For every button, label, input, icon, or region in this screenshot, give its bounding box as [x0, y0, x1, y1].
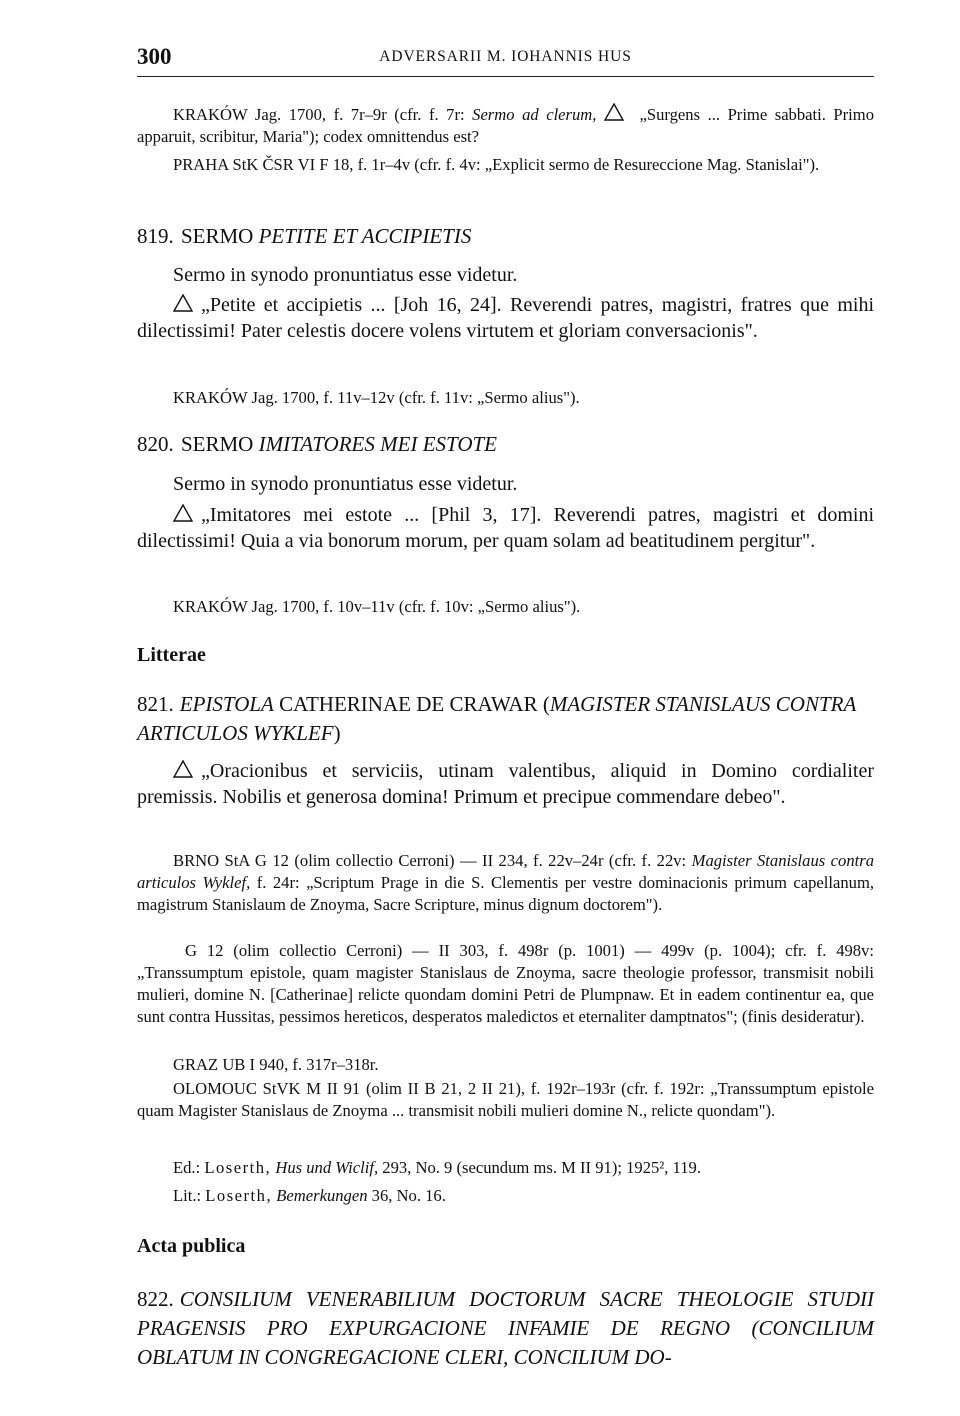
- manuscript-krakow-7r: KRAKÓW Jag. 1700, f. 7r–9r (cfr. f. 7r: Sermo ad clerum, „Surgens ... Prime sabbati. Primo apparuit, scribitur, Maria"); codex omnittendus est?: [137, 105, 874, 146]
- manuscript-brno-234: BRNO StA G 12 (olim collectio Cerroni) — II 234, f. 22v–24r (cfr. f. 22v: Magister Stanislaus contra articulos Wyklef, f. 24r: „Scriptum Prage in die S. Clementis per vestre dominacionis primum capellanum, magistrum Stanislaum de Znoyma, Sacre Scripture, minus dignum doctorem").: [137, 851, 875, 914]
- entry-820-manuscript: KRAKÓW Jag. 1700, f. 10v–11v (cfr. f. 10v: „Sermo alius").: [173, 597, 581, 616]
- entry-number: 821.: [137, 692, 174, 716]
- entry-819-title: 819. SERMO PETITE ET ACCIPIETIS: [137, 224, 472, 248]
- page-header: [137, 44, 874, 77]
- manuscript-graz: GRAZ UB I 940, f. 317r–318r.: [173, 1055, 379, 1074]
- section-heading-litterae: Litterae: [137, 644, 206, 666]
- entry-819-incipit: „Petite et accipietis ... [Joh 16, 24]. Reverendi patres, magistri, fratres que mihi dilectissimi! Pater celestis docere volens virtutem et gloriam conversacionis".: [137, 294, 874, 342]
- incipit-triangle-icon: [173, 504, 195, 523]
- page-number: 300: [137, 44, 172, 69]
- incipit-triangle-icon: [173, 760, 195, 779]
- literature-reference: Lit.: Loserth, Bemerkungen 36, No. 16.: [173, 1186, 446, 1205]
- entry-819-manuscript: KRAKÓW Jag. 1700, f. 11v–12v (cfr. f. 11v: „Sermo alius").: [173, 388, 580, 407]
- manuscript-brno-303: G 12 (olim collectio Cerroni) — II 303, f. 498r (p. 1001) — 499v (p. 1004); cfr. f. 498v: „Transsumptum epistole, quam magister Stanislaus de Znoyma, sacre theologie professor, transmisit nobili mulieri, domine N. [Catherinae] relicte quondam domini Petri de Plumpnaw. Et in eadem continentur ea, que sunt contra Hussitas, pessimos hereticos, desperatos maledictos et eternaliter damptnatos"; (finis desideratur).: [137, 941, 874, 1026]
- entry-number: 820.: [137, 432, 174, 456]
- entry-822-title: 822. CONSILIUM VENERABILIUM DOCTORUM SACRE THEOLOGIE STUDII PRAGENSIS PRO EXPURGACIONE INFAMIE DE REGNO (CONCILIUM OBLATUM IN CONGREGACIONE CLERI, CONCILIUM DO-: [137, 1287, 874, 1369]
- incipit-triangle-icon: [604, 103, 626, 122]
- entry-820-incipit: „Imitatores mei estote ... [Phil 3, 17]. Reverendi patres, magistri et domini dilectissimi! Quia a via bonorum morum, per quam solam ad beatitudinem pergitur".: [137, 504, 874, 552]
- section-heading-acta-publica: Acta publica: [137, 1235, 246, 1257]
- entry-821-title: 821. EPISTOLA CATHERINAE DE CRAWAR (MAGISTER STANISLAUS CONTRA ARTICULOS WYKLEF): [137, 692, 856, 745]
- manuscript-olomouc: OLOMOUC StVK M II 91 (olim II B 21, 2 II 21), f. 192r–193r (cfr. f. 192r: „Transsumptum epistole quam Magister Stanislaus de Znoyma ... transmisit nobili mulieri domine N., relicte quondam").: [137, 1079, 874, 1120]
- entry-821-incipit: „Oracionibus et serviciis, utinam valentibus, aliquid in Domino cordialiter premissis. Nobilis et generosa domina! Primum et precipue commendare debeo".: [137, 760, 874, 808]
- running-head: ADVERSARII M. IOHANNIS HUS: [379, 48, 632, 65]
- incipit-triangle-icon: [173, 294, 195, 313]
- entry-number: 822.: [137, 1287, 174, 1311]
- entry-number: 819.: [137, 224, 174, 248]
- entry-819-note: Sermo in synodo pronuntiatus esse videtur.: [173, 264, 518, 286]
- edition-reference: Ed.: Loserth, Hus und Wiclif, 293, No. 9 (secundum ms. M II 91); 1925², 119.: [173, 1158, 701, 1177]
- manuscript-praha: PRAHA StK ČSR VI F 18, f. 1r–4v (cfr. f. 4v: „Explicit sermo de Resureccione Mag. Stanislai").: [173, 155, 820, 174]
- entry-820-title: 820. SERMO IMITATORES MEI ESTOTE: [137, 432, 497, 456]
- entry-820-note: Sermo in synodo pronuntiatus esse videtur.: [173, 473, 518, 495]
